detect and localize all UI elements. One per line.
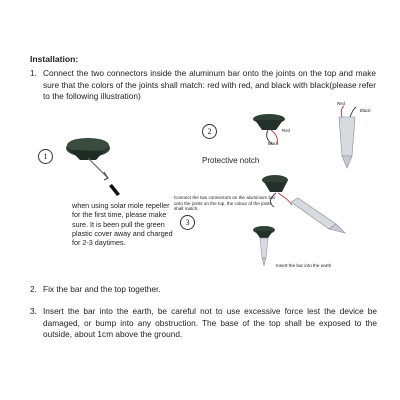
figure-2-top-and-bar (253, 106, 356, 168)
step-2 (30, 284, 376, 296)
protective-notch-label: Protective notch (202, 156, 260, 165)
step-3 (30, 306, 377, 341)
step-1-text: Connect the two connectors inside the aluminum bar onto the joints on the top and make sure that the colors of the joints shall match: red with red, and black with black(please refer to the following illustration) (43, 68, 376, 102)
installation-heading: Installation: (30, 54, 79, 64)
step-2-number: 2. (30, 284, 37, 294)
figure-marker-2: 2 (202, 124, 217, 139)
label-black-top: Black (360, 108, 371, 113)
label-red-top: Red (337, 101, 345, 106)
step-3-number: 3. (30, 306, 37, 316)
figure-1-solar-top (66, 138, 120, 196)
step-3-text: Insert the bar into the earth, be careful not to use excessive force lest the device be damaged, or bump into any obstruction. The base of the top shall be exposed to the outside, about 1cm above the ground. (43, 306, 377, 340)
label-black: Black (268, 141, 279, 146)
figure-3-assembly (253, 175, 345, 266)
figure-marker-1: 1 (38, 149, 53, 164)
step-1-number: 1. (30, 68, 37, 78)
figure-marker-3: 3 (180, 215, 195, 230)
figure-3-connect-caption: Connect the two connectors on the aluminium bar onto the joints on the top, the colour of the joints shall match. (174, 195, 276, 212)
figure-3-insert-caption: Insert the bar into the earth (276, 263, 332, 268)
step-2-text: Fix the bar and the top together. (43, 284, 161, 294)
label-red: Red (282, 128, 290, 133)
figure-1-caption: when using solar mole repeller for the first time, please make sure. It is been pull the green plastic cover away and charged for 2-3 daytimes. (72, 201, 173, 248)
